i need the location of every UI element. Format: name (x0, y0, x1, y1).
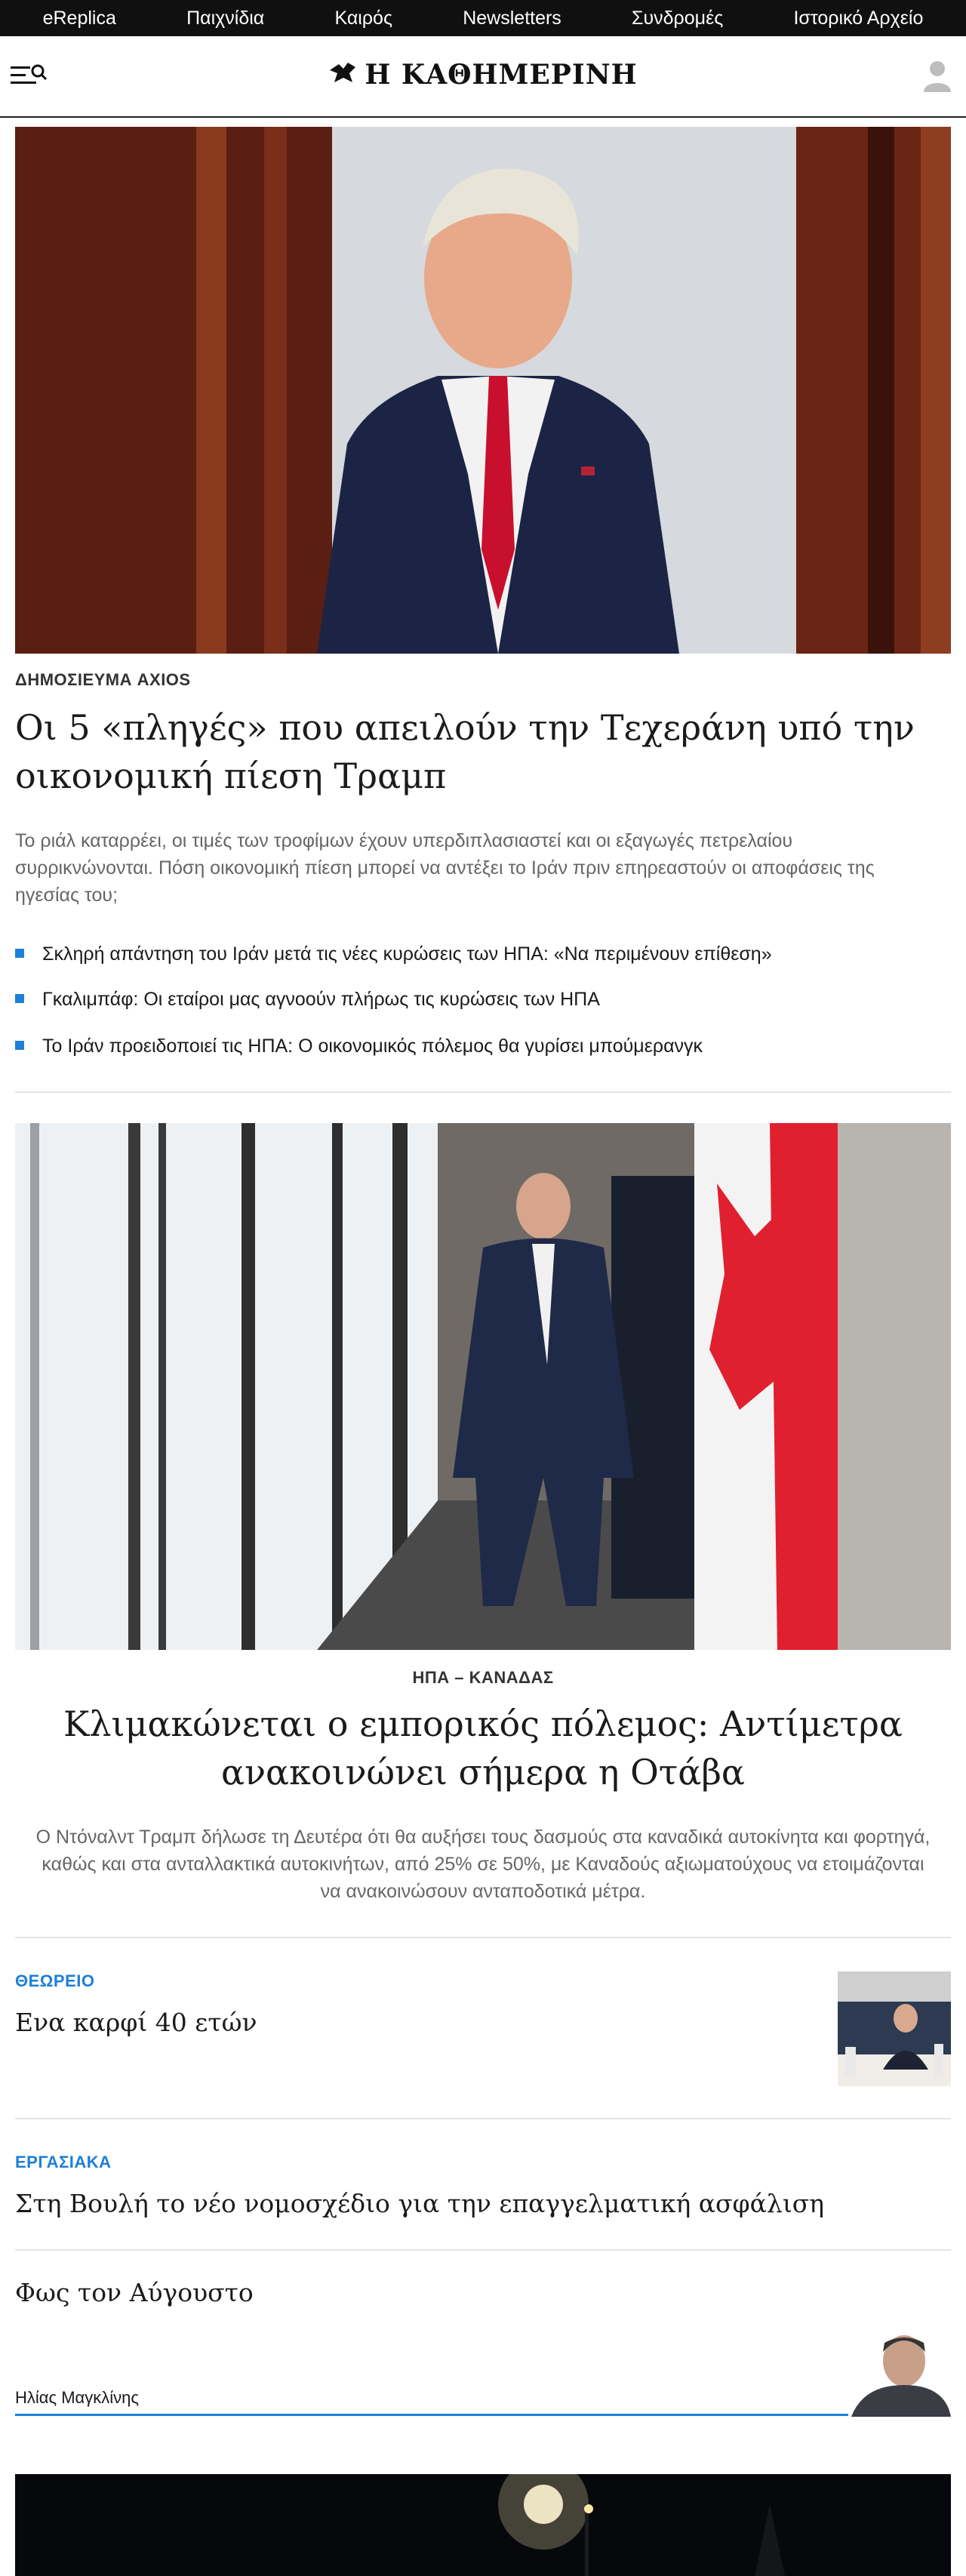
related-link-text: Το Ιράν προειδοποιεί τις ΗΠΑ: Ο οικονομικός πόλεμος θα γυρίσει μπούμερανγκ (42, 1036, 703, 1057)
user-icon (922, 59, 952, 92)
related-link-2[interactable] (15, 989, 951, 1011)
lead-headline[interactable] (15, 703, 951, 800)
related-link-1[interactable] (15, 943, 951, 965)
lead-summary-line3: ηγεσίας του; (15, 885, 118, 906)
lead-kicker[interactable]: ΔΗΜΟΣΙΕΥΜΑ AXIOS (15, 670, 191, 689)
related-link-text: Σκληρή απάντηση του Ιράν μετά τις νέες κυρώσεις των ΗΠΑ: «Να περιμένουν επίθεση» (42, 943, 772, 965)
lead-headline-line1: Οι 5 «πληγές» που απειλούν την Τεχεράνη υπό την (15, 707, 915, 748)
divider (15, 2249, 951, 2251)
column-title[interactable]: Φως τον Αύγουστο (15, 2278, 254, 2307)
related-link-3[interactable] (15, 1036, 951, 1057)
nav-games[interactable]: Παιχνίδια (186, 7, 265, 29)
related-link-text: Γκαλιμπάφ: Οι εταίροι μας αγνοούν πλήρως τις κυρώσεις των ΗΠΑ (42, 989, 600, 1010)
bullet-square-icon (15, 994, 24, 1003)
second-kicker[interactable]: ΗΠΑ – ΚΑΝΑΔΑΣ (412, 1668, 554, 1687)
divider (15, 1937, 951, 1938)
site-header (0, 36, 966, 118)
nav-newsletters[interactable]: Newsletters (463, 7, 561, 29)
opinion-title[interactable]: Ενα καρφί 40 ετών (15, 2008, 257, 2037)
second-headline-line1: Κλιμακώνεται ο εμπορικός πόλεμος: Αντίμετρα (63, 1703, 903, 1744)
nav-weather[interactable]: Καιρός (334, 7, 393, 29)
lead-summary-line2: συρρικνώνονται. Πόση οικονομική πίεση μπορεί να αντέξει το Ιράν πριν επηρεαστούν οι αποφάσεις της (15, 857, 875, 879)
second-headline[interactable] (15, 1700, 951, 1796)
second-summary-line3: να ανακοινώσουν ανταποδοτικά μέτρα. (320, 1881, 646, 1902)
author-underline (15, 2414, 951, 2416)
lead-summary-line1: Το ριάλ καταρρέει, οι τιμές των τροφίμων έχουν υπερδιπλασιαστεί και οι εξαγωγές πετρελαίου (15, 830, 793, 851)
divider (15, 2118, 951, 2119)
labor-title[interactable]: Στη Βουλή το νέο νομοσχέδιο για την επαγγελματική ασφάλιση (15, 2189, 825, 2218)
bullet-square-icon (15, 949, 24, 958)
logo-text: Η ΚΑΘΗΜΕΡΙΝΗ (365, 59, 638, 91)
user-account-button[interactable] (922, 59, 952, 92)
labor-kicker[interactable]: ΕΡΓΑΣΙΑΚΑ (15, 2153, 112, 2171)
top-nav-bar (0, 0, 966, 36)
nav-subscriptions[interactable]: Συνδρομές (632, 7, 724, 29)
second-article-image[interactable] (15, 1123, 951, 1650)
nav-archive[interactable]: Ιστορικό Αρχείο (793, 7, 924, 29)
bullet-square-icon (15, 1041, 24, 1050)
column-author[interactable]: Ηλίας Μαγκλίνης (15, 2388, 139, 2407)
second-summary (15, 1824, 951, 1905)
opinion-thumbnail[interactable] (838, 1971, 951, 2086)
second-summary-line1: Ο Ντόναλντ Τραμπ δήλωσε τη Δευτέρα ότι θα αυξήσει τους δασμούς στα καναδικά αυτοκίνητα και φορτηγά, (35, 1827, 931, 1848)
owl-logo-icon (328, 59, 357, 91)
second-summary-line2: καθώς και στα ανταλλακτικά αυτοκινήτων, από 25% σε 50%, με Καναδούς αξιωματούχους να ετοιμάζονται (42, 1854, 924, 1875)
lead-article-image[interactable] (15, 127, 951, 654)
lead-summary (15, 827, 951, 909)
second-headline-line2: ανακοινώνει σήμερα η Οτάβα (221, 1752, 745, 1793)
nav-ereplica[interactable]: eReplica (42, 7, 116, 29)
opinion-kicker[interactable]: ΘΕΩΡΕΙΟ (15, 1971, 95, 1990)
divider (15, 1091, 951, 1093)
bottom-article-image[interactable] (15, 2474, 951, 2576)
lead-headline-line2: οικονομική πίεση Τραμπ (15, 756, 447, 796)
author-avatar[interactable] (848, 2322, 951, 2417)
site-logo[interactable] (0, 59, 966, 91)
